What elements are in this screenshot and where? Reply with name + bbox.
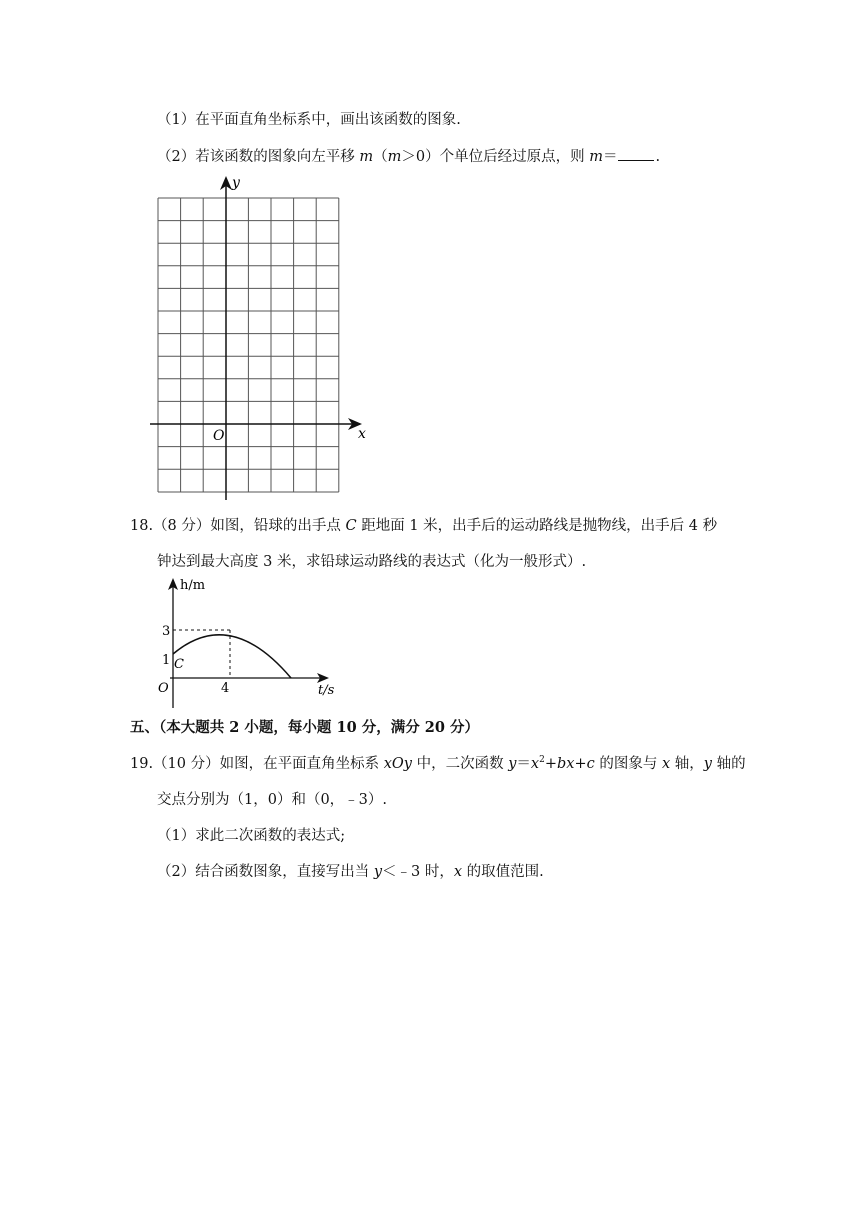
q17-part2-text-c: ＞0）个单位后经过原点，则	[401, 149, 590, 165]
t-axis-label: t/s	[318, 683, 335, 698]
q19-plus: +	[544, 756, 557, 772]
q19-text-d: 轴，	[670, 756, 704, 772]
y-axis-label: y	[232, 175, 240, 191]
q19-text-c: 的图象与	[594, 756, 662, 772]
q17-part2-eq: ＝	[602, 149, 618, 165]
q19-var-y: y	[703, 756, 712, 772]
coordinate-grid	[140, 170, 380, 505]
q17-part1: （1）在平面直角坐标系中，画出该函数的图象.	[157, 112, 461, 128]
q18-line1-text-b: 距地面 1 米，出手后的运动路线是抛物线，出手后 4 秒	[356, 518, 718, 534]
trajectory-curve	[173, 635, 291, 678]
q19-var-y: y	[373, 864, 383, 880]
q17-part2-end: .	[655, 149, 661, 165]
q17-m-var: m	[589, 149, 603, 165]
y-tick-3: 3	[162, 624, 171, 639]
q19-var-x: x	[530, 756, 540, 772]
q19-eq: ＝	[516, 756, 531, 772]
origin-label: O	[158, 681, 169, 696]
q18-point-c: C	[345, 518, 357, 534]
q19-plus: +	[574, 756, 587, 772]
h-axis-label: h/m	[180, 578, 206, 593]
q17-part2-text-a: （2）若该函数的图象向左平移	[157, 149, 360, 165]
x-axis-label: x	[358, 426, 366, 442]
q19-exponent: 2	[539, 755, 545, 766]
q19-var-c: c	[586, 756, 595, 772]
point-c-label: C	[174, 657, 184, 672]
q19-part2-text-a: （2）结合函数图象，直接写出当	[157, 864, 374, 880]
q18-line1	[130, 516, 717, 536]
q19-var-x: x	[453, 864, 463, 880]
q19-bx: bx	[557, 756, 575, 772]
q19-var-y: y	[508, 756, 517, 772]
q19-line2: 交点分别为（1，0）和（0，﹣3）.	[157, 792, 388, 808]
q19-xoy: xOy	[383, 756, 412, 772]
origin-label: O	[213, 428, 225, 444]
q19-part2	[157, 862, 544, 882]
q19-text-e: 轴的	[711, 756, 746, 772]
grid-lines	[158, 198, 339, 492]
section-header: 五、（本大题共 2 小题，每小题 10 分，满分 20 分）	[130, 719, 479, 736]
q19-part2-text-b: ＜﹣3 时，	[382, 864, 454, 880]
answer-blank[interactable]	[618, 146, 654, 161]
q19-part2-text-c: 的取值范围.	[462, 864, 544, 880]
q17-m-var: m	[359, 149, 374, 165]
trajectory-graph	[150, 572, 340, 712]
q19-part1: （1）求此二次函数的表达式;	[157, 828, 346, 844]
q19-var-x: x	[661, 756, 671, 772]
q19-text-b: 中，二次函数	[412, 756, 509, 772]
y-tick-1: 1	[162, 653, 171, 668]
q17-part2-text-b: （	[373, 149, 388, 165]
q18-line2: 钟达到最大高度 3 米，求铅球运动路线的表达式（化为一般形式）.	[157, 554, 587, 570]
q17-m-var: m	[387, 149, 402, 165]
q19-text-a: 19.（10 分）如图，在平面直角坐标系	[130, 756, 384, 772]
q19-line1	[130, 754, 746, 774]
x-tick-4: 4	[221, 681, 230, 696]
q17-part2	[157, 146, 660, 167]
q18-line1-text-a: 18.（8 分）如图，铅球的出手点	[130, 518, 346, 534]
